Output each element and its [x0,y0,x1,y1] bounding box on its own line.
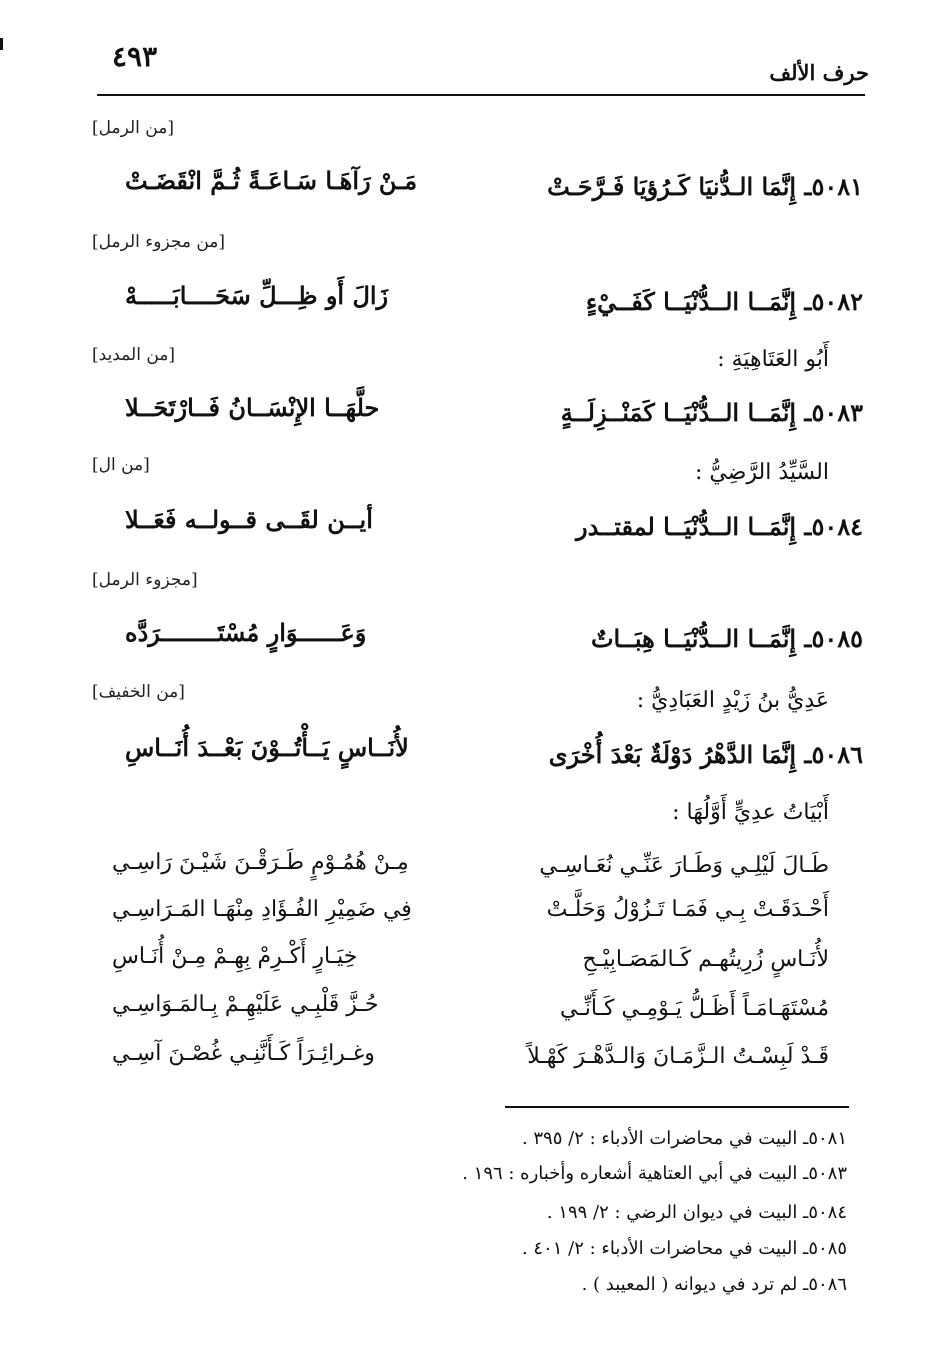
poem-intro: أَبْيَاتُ عدِيٍّ أَوَّلُهَا : [672,800,829,825]
meter-label: [من الرمل] [92,118,174,138]
footnote: ٥٠٨٤ـ البيت في ديوان الرضي : ٢/ ١٩٩ . [546,1202,847,1223]
verse-second-hemistich: زَالَ أَو ظِـــلِّ سَحَــــابَـــــهْ [125,281,389,310]
poet-name: أَبُو العَتَاهِيَةِ : [717,347,829,372]
verse-first-hemistich: ٥٠٨٢ـ إِنَّمَــا الــدُّنْيَــا كَفَــيْءٍ [585,287,863,316]
verse-second-hemistich: حلَّهَــا الإِنْسَــانُ فَــارْتَحَــلا [125,393,380,422]
page-number: ٤٩٣ [112,40,158,73]
verse-first-hemistich: ٥٠٨٣ـ إِنَّمَــا الــدُّنْيَــا كَمَنْــزِلَــةٍ [560,398,863,427]
poem-line-second-hemistich: حُـزَّ قَلْبِـي عَلَيْهِـمْ بِـالمَـوَاسِـي [112,992,379,1017]
header-divider [97,94,865,96]
verse-second-hemistich: لأُنَــاسٍ يَــأْتُــوْنَ بَعْــدَ أُنَــاسِ [125,733,409,762]
poem-line-first-hemistich: قَـدْ لَبِسْـتُ الـزَّمَـانَ وَالـدَّهْـرَ كَهْـلاً [527,1044,829,1069]
verse-first-hemistich: ٥٠٨٤ـ إِنَّمَــا الــدُّنْيَــا لمقتــدر [575,512,863,541]
poet-name: عَدِيُّ بنُ زَيْدٍ العَبَادِيُّ : [636,688,829,713]
poet-name: السَّيِّدُ الرَّضِيُّ : [695,460,829,485]
verse-second-hemistich: وَعَــــــوَارٍ مُسْتَــــــــرَدَّه [125,618,367,647]
poem-line-second-hemistich: وغـرائِـرَاً كَـأَنَّنِـي غُصْـنَ آسِـي [112,1041,375,1066]
poem-line-first-hemistich: أَحْـدَقَـتْ بِـي فَمَـا تَـزُوْلُ وَحَلَّـتْ [546,897,829,922]
verse-second-hemistich: أيــن لقَــى قــولــه فَعَــلا [125,505,373,534]
poem-line-second-hemistich: مِـنْ هُمُـوْمٍ طَـرَقْـنَ شَيْـنَ رَاسِـي [112,850,409,875]
footnote-divider [505,1106,849,1108]
meter-label: [مجزوء الرمل] [92,570,198,590]
poem-line-second-hemistich: فِي ضَمِيْرِ الفُـؤَادِ مِنْهَـا المَـرَاسِـي [112,897,412,922]
verse-first-hemistich: ٥٠٨١ـ إِنَّمَا الـدُّنيَا كَـرُؤيَا فَـرَّحَـتْ [547,172,863,201]
footnote: ٥٠٨٦ـ لم ترد في ديوانه ( المعيبد ) . [581,1274,847,1295]
poem-line-first-hemistich: مُسْتَهَـامَـاً أَظَـلُّ يَـوْمِـي كَـأَنِّـي [559,996,829,1021]
footnote: ٥٠٨١ـ البيت في محاضرات الأدباء : ٢/ ٣٩٥ . [521,1128,847,1149]
verse-first-hemistich: ٥٠٨٦ـ إِنَّمَا الدَّهْرُ دَوْلَةٌ بَعْدَ أُخْرَى [548,740,863,769]
footnote: ٥٠٨٥ـ البيت في محاضرات الأدباء : ٢/ ٤٠١ . [521,1238,847,1259]
footnote: ٥٠٨٣ـ البيت في أبي العتاهية أشعاره وأخباره : ١٩٦ . [462,1163,847,1184]
poem-line-first-hemistich: طَـالَ لَيْلِـي وَطَـارَ عَنِّـي نُعَـاسِـي [539,853,829,878]
meter-label: [من الخفيف] [92,682,185,702]
poem-line-first-hemistich: لأُنَـاسٍ زُرِيتُهـم كَـالمَصَـابِيْـحِ [582,947,829,972]
meter-label: [من ال] [92,455,150,475]
running-header-title: حرف الألف [769,60,869,85]
meter-label: [من المديد] [92,345,176,365]
scan-edge-mark [0,38,3,50]
verse-second-hemistich: مَـنْ رَآهَـا سَـاعَـةً ثُـمَّ انْقَضَـتْ [125,166,418,195]
verse-first-hemistich: ٥٠٨٥ـ إِنَّمَــا الــدُّنْيَــا هِبَــاتٌ [590,624,863,653]
meter-label: [من مجزوء الرمل] [92,232,226,252]
poem-line-second-hemistich: خِيَـارٍ أَكْـرِمْ بِهِـمْ مِـنْ أُنَـاسِ [112,944,358,969]
